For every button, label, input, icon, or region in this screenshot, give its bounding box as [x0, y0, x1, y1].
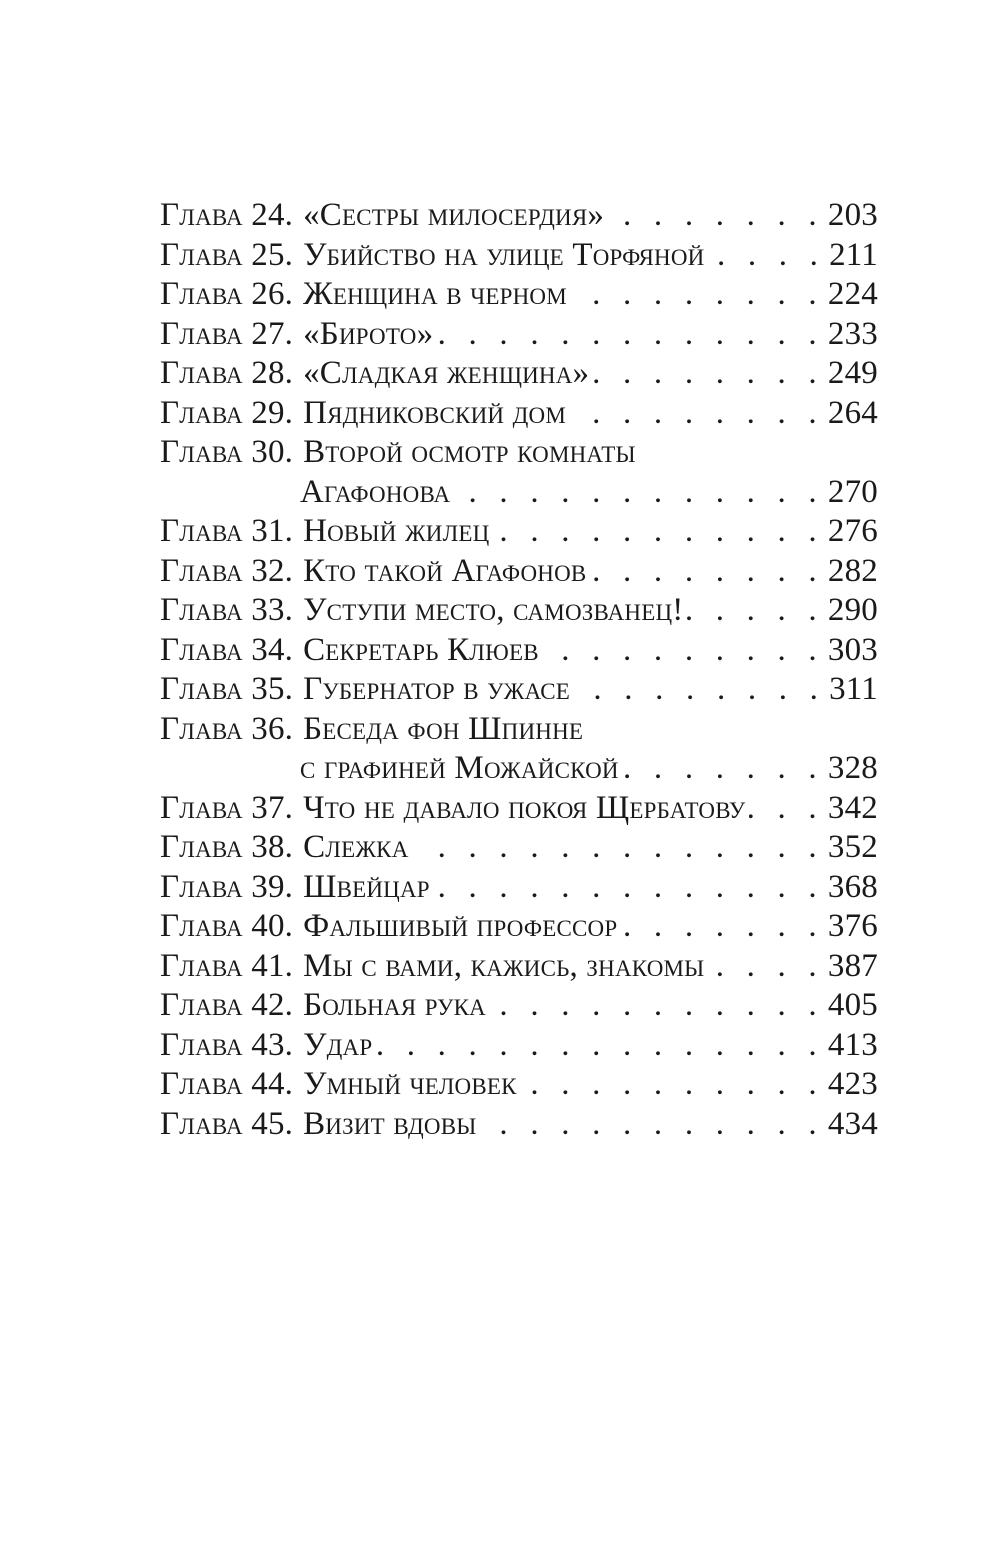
- page-number: 311: [829, 671, 878, 707]
- toc-entry: [160, 868, 878, 908]
- chapter-number: Глава 31.: [160, 513, 294, 549]
- leader-dots: [623, 749, 824, 789]
- toc-entry-label: [160, 828, 409, 868]
- page-number: 233: [827, 315, 878, 352]
- leader-dots: [621, 907, 824, 947]
- chapter-title: Женщина в черном: [303, 276, 567, 312]
- toc-entry-label: [160, 591, 683, 631]
- toc-entry: [160, 947, 878, 987]
- toc-entry-continuation: [160, 473, 878, 513]
- chapter-number: Глава 41.: [160, 947, 294, 984]
- toc-entry-continuation: [160, 749, 878, 789]
- table-of-contents: [160, 196, 878, 1144]
- chapter-title: Визит вдовы: [303, 1105, 477, 1142]
- toc-entry: [160, 552, 878, 592]
- page-number: 224: [827, 276, 878, 312]
- page-number: 249: [827, 355, 878, 391]
- chapter-title: Кто такой Агафонов: [303, 552, 587, 589]
- toc-entry-label: [160, 1065, 517, 1105]
- toc-entry-label: [160, 196, 604, 236]
- toc-entry: [160, 1026, 878, 1066]
- chapter-title: «Бирото»: [303, 315, 434, 352]
- leader-dots: [376, 1026, 824, 1066]
- chapter-number: Глава 32.: [160, 552, 294, 589]
- toc-entry: [160, 1065, 878, 1105]
- toc-entry-label: [160, 789, 745, 829]
- leader-dots: [521, 1065, 824, 1105]
- leader-dots: [708, 947, 823, 987]
- page-number: 413: [827, 1026, 878, 1063]
- page-number: 328: [827, 750, 878, 786]
- chapter-number: Глава 26.: [160, 276, 294, 312]
- leader-dots: [593, 354, 824, 394]
- toc-entry-label: [160, 275, 567, 315]
- leader-dots: [574, 670, 825, 710]
- toc-entry: [160, 433, 878, 473]
- toc-entry: [160, 394, 878, 434]
- chapter-title: «Сестры милосердия»: [303, 197, 605, 233]
- toc-entry: [160, 1105, 878, 1145]
- chapter-title: Секретарь Клюев: [303, 631, 539, 668]
- leader-dots: [413, 828, 824, 868]
- leader-dots: [493, 512, 823, 552]
- chapter-number: Глава 30.: [160, 434, 294, 470]
- page-number: 387: [827, 947, 878, 984]
- chapter-title: Слежка: [303, 829, 409, 865]
- toc-entry-label: [160, 710, 583, 750]
- chapter-number: Глава 29.: [160, 394, 294, 431]
- toc-entry-label: [160, 670, 570, 710]
- chapter-title: Умный человек: [303, 1066, 517, 1102]
- toc-entry-label: [160, 552, 586, 592]
- leader-dots: [543, 631, 824, 671]
- chapter-number: Глава 27.: [160, 315, 294, 352]
- leader-dots: [749, 789, 823, 829]
- page-number: 303: [827, 631, 878, 668]
- toc-entry-label: [160, 631, 539, 671]
- leader-dots: [454, 473, 824, 513]
- chapter-title: «Сладкая женщина»: [303, 355, 590, 391]
- chapter-title-continuation: Агафонова: [300, 473, 451, 510]
- chapter-title-continuation: с графиней Можайской: [300, 750, 619, 786]
- page-number: 211: [829, 236, 878, 273]
- page-number: 434: [827, 1105, 878, 1142]
- page-number: 423: [827, 1066, 878, 1102]
- toc-entry: [160, 236, 878, 276]
- leader-dots: [571, 275, 824, 315]
- chapter-title: Что не давало покоя Щербатову: [303, 789, 746, 826]
- toc-entry-label: [160, 512, 489, 552]
- chapter-number: Глава 45.: [160, 1105, 294, 1142]
- leader-dots: [608, 196, 824, 236]
- toc-entry: [160, 354, 878, 394]
- toc-entry: [160, 591, 878, 631]
- toc-entry-label: [160, 1105, 477, 1145]
- chapter-title: Новый жилец: [303, 513, 490, 549]
- chapter-number: Глава 39.: [160, 868, 294, 905]
- leader-dots: [481, 1105, 824, 1145]
- chapter-title: Пядниковский дом: [303, 394, 566, 431]
- page-number: 290: [827, 592, 878, 628]
- chapter-title: Второй осмотр комнаты: [303, 434, 636, 470]
- chapter-number: Глава 28.: [160, 355, 294, 391]
- chapter-number: Глава 24.: [160, 197, 294, 233]
- chapter-number: Глава 37.: [160, 789, 294, 826]
- toc-entry-label: [160, 907, 617, 947]
- page-number: 405: [827, 987, 878, 1023]
- leader-dots: [434, 868, 824, 908]
- toc-entry: [160, 196, 878, 236]
- toc-entry: [160, 315, 878, 355]
- toc-entry-label: [160, 947, 704, 987]
- leader-dots: [687, 591, 823, 631]
- page-number: 368: [827, 868, 878, 905]
- page-number: 352: [827, 829, 878, 865]
- page-number: 203: [827, 197, 878, 233]
- toc-entry-label: [160, 1026, 372, 1066]
- page-number: 342: [827, 789, 878, 826]
- toc-entry-label: [160, 236, 704, 276]
- toc-entry: [160, 710, 878, 750]
- page-number: 376: [827, 908, 878, 944]
- toc-entry: [160, 986, 878, 1026]
- page-number: 282: [827, 552, 878, 589]
- chapter-number: Глава 25.: [160, 236, 294, 273]
- chapter-title: Уступи место, самозванец!: [303, 592, 684, 628]
- leader-dots: [570, 394, 824, 434]
- chapter-title: Швейцар: [303, 868, 430, 905]
- chapter-number: Глава 42.: [160, 987, 294, 1023]
- chapter-title: Беседа фон Шпинне: [303, 710, 584, 747]
- toc-entry: [160, 512, 878, 552]
- chapter-number: Глава 33.: [160, 592, 294, 628]
- chapter-number: Глава 44.: [160, 1066, 294, 1102]
- chapter-number: Глава 35.: [160, 671, 294, 707]
- leader-dots: [590, 552, 823, 592]
- toc-entry: [160, 275, 878, 315]
- toc-entry: [160, 631, 878, 671]
- chapter-number: Глава 38.: [160, 829, 294, 865]
- chapter-number: Глава 40.: [160, 908, 294, 944]
- chapter-number: Глава 43.: [160, 1026, 294, 1063]
- toc-entry: [160, 828, 878, 868]
- chapter-title: Удар: [303, 1026, 373, 1063]
- leader-dots: [708, 236, 825, 276]
- page-number: 264: [827, 394, 878, 431]
- chapter-title: Фальшивый профессор: [303, 908, 618, 944]
- toc-entry-label: [160, 394, 566, 434]
- toc-entry-label: [160, 868, 430, 908]
- chapter-title: Губернатор в ужасе: [303, 671, 571, 707]
- page-number: 270: [827, 473, 878, 510]
- page-number: 276: [827, 513, 878, 549]
- toc-entry-label: [160, 986, 486, 1026]
- chapter-title: Убийство на улице Торфяной: [303, 236, 705, 273]
- toc-entry-label: [160, 315, 433, 355]
- toc-entry: [160, 789, 878, 829]
- toc-entry-label: [160, 354, 589, 394]
- chapter-title: Больная рука: [303, 987, 486, 1023]
- chapter-number: Глава 36.: [160, 710, 294, 747]
- toc-entry: [160, 907, 878, 947]
- toc-entry-label: [160, 433, 636, 473]
- leader-dots: [490, 986, 824, 1026]
- toc-entry: [160, 670, 878, 710]
- leader-dots: [437, 315, 824, 355]
- chapter-number: Глава 34.: [160, 631, 294, 668]
- chapter-title: Мы с вами, кажись, знакомы: [303, 947, 705, 984]
